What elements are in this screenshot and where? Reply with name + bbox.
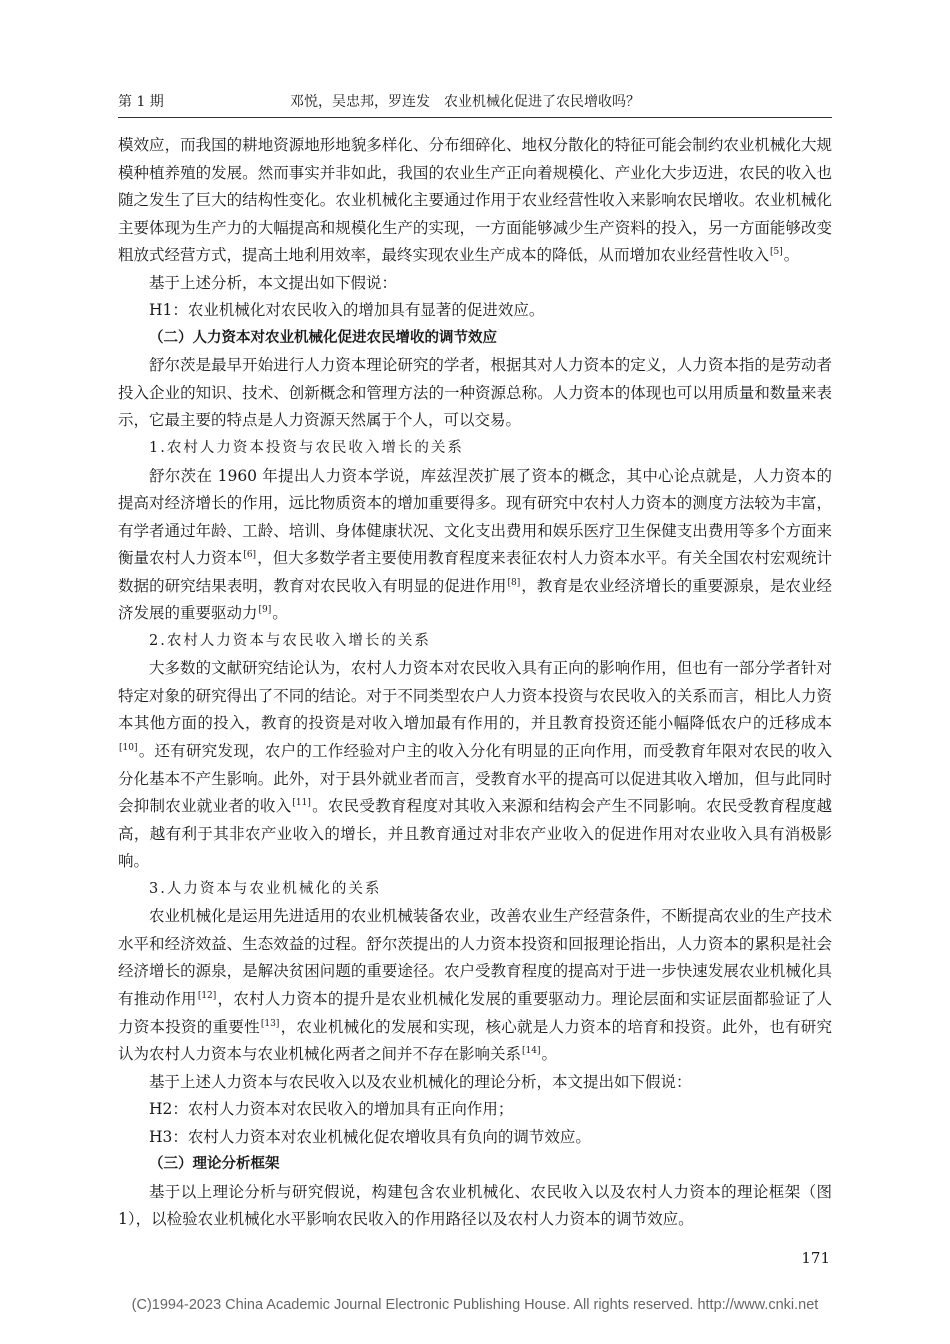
paragraph (118, 1069, 832, 1097)
paragraph (118, 132, 832, 270)
text-segment: H3：农村人力资本对农业机械化促农增收具有负向的调节效应。 (149, 1127, 591, 1146)
paragraph (118, 463, 832, 628)
section-heading (118, 1151, 832, 1179)
issue-number: 第 1 期 (118, 94, 164, 110)
paragraph (118, 1124, 832, 1152)
citation-ref: [5] (770, 247, 783, 258)
text-segment: 模效应，而我国的耕地资源地形地貌多样化、分布细碎化、地权分散化的特征可能会制约农业机械化大规模种植养殖的发展。然而事实并非如此，我国的农业生产正向着规模化、产业化大步迈进，农民的收入也随之发生了巨大的结构性变化。农业机械化主要通过作用于农业经营性收入来影响农民增收。农业机械化主要体现为生产力的大幅提高和规模化生产的实现，一方面能够减少生产资料的投入，另一方面能够改变粗放式经营方式，提高土地利用效率，最终实现农业生产成本的降低，从而增加农业经营性收入 (118, 136, 832, 265)
text-segment: 。 (541, 1045, 558, 1064)
page-number: 171 (801, 1249, 830, 1267)
citation-ref: [8] (507, 577, 521, 588)
citation-ref: [6] (243, 550, 257, 561)
paragraph (118, 297, 832, 325)
article-body (118, 132, 832, 1234)
text-segment: ，但大多数学者主要使用教育程度来表征农村人力资本水平。有关全国农村宏观统计数据的研究结果表明，教育对农民收入有明显的促进作用 (118, 549, 832, 595)
header-rule (118, 117, 832, 118)
section-heading (118, 325, 832, 353)
citation-ref: [11] (292, 798, 311, 809)
text-segment: 基于上述分析，本文提出如下假说： (149, 273, 398, 292)
text-segment: H2：农村人力资本对农民收入的增加具有正向作用； (149, 1100, 514, 1119)
text-segment: 基于上述人力资本与农民收入以及农业机械化的理论分析，本文提出如下假说： (149, 1072, 692, 1091)
paragraph (118, 1096, 832, 1124)
citation-ref: [9] (258, 605, 272, 616)
paragraph (118, 352, 832, 435)
text-segment: 。还有研究发现，农户的工作经验对户主的收入分化有明显的正向作用，而受教育年限对农民的收入分化基本不产生影响。此外，对于县外就业者而言，受教育水平的提高可以促进其收入增加，但与此同时会抑制农业就业者的收入 (118, 742, 832, 816)
text-segment: ，农业机械化的发展和实现，核心就是人力资本的培育和投资。此外，也有研究认为农村人力资本与农业机械化两者之间并不存在影响关系 (118, 1017, 832, 1064)
text-segment: 。 (272, 604, 288, 623)
copyright-footer: (C)1994-2023 China Academic Journal Electronic Publishing House. All rights reserved. http://www.cnki.net (131, 1297, 819, 1313)
paragraph (118, 903, 832, 1068)
text-segment: （二）人力资本对农业机械化促进农民增收的调节效应 (149, 329, 497, 346)
paragraph (118, 655, 832, 875)
text-segment: 1.农村人力资本投资与农民收入增长的关系 (149, 440, 464, 457)
text-segment: 舒尔茨是最早开始进行人力资本理论研究的学者，根据其对人力资本的定义，人力资本指的是劳动者投入企业的知识、技术、创新概念和管理方法的一种资源总称。人力资本的体现也可以用质量和数量来表示，它最主要的特点是人力资源天然属于个人，可以交易。 (118, 356, 832, 430)
text-segment: 基于以上理论分析与研究假说，构建包含农业机械化、农民收入以及农村人力资本的理论框架（图 1），以检验农业机械化水平影响农民收入的作用路径以及农村人力资本的调节效应。 (118, 1182, 832, 1229)
subsection-heading (118, 628, 832, 656)
citation-ref: [13] (260, 1018, 280, 1029)
text-segment: 舒尔茨在 1960 年提出人力资本学说，库兹涅茨扩展了资本的概念，其中心论点就是，人力资本的提高对经济增长的作用，远比物质资本的增加重要得多。现有研究中农村人力资本的测度方法较为丰富，有学者通过年龄、工龄、培训、身体健康状况、文化支出费用和娱乐医疗卫生保健支出费用等多个方面来衡量农村人力资本 (118, 466, 832, 568)
paragraph (118, 1179, 832, 1234)
paragraph (118, 270, 832, 298)
text-segment: 农业机械化是运用先进适用的农业机械装备农业，改善农业生产经营条件，不断提高农业的生产技术水平和经济效益、生态效益的过程。舒尔茨提出的人力资本投资和回报理论指出，人力资本的累积是社会经济增长的源泉，是解决贫困问题的重要途径。农户受教育程度的提高对于进一步快速发展农业机械化具有推动作用 (118, 907, 832, 1008)
text-segment: 2.农村人力资本与农民收入增长的关系 (149, 632, 431, 649)
text-segment: 。农民受教育程度对其收入来源和结构会产生不同影响。农民受教育程度越高，越有利于其非农产业收入的增长，并且教育通过对非农产业收入的促进作用对农业收入具有消极影响。 (118, 797, 832, 871)
text-segment: 大多数的文献研究结论认为，农村人力资本对农民收入具有正向的影响作用，但也有一部分学者针对特定对象的研究得出了不同的结论。对于不同类型农户人力资本投资与农民收入的关系而言，相比人力资本其他方面的投入，教育的投资是对收入增加最有作用的，并且教育投资还能小幅降低农户的迁移成本 (118, 659, 832, 733)
text-segment: ，教育是农业经济增长的重要源泉，是农业经济发展的重要驱动力 (118, 576, 832, 623)
text-segment: 。 (783, 246, 800, 265)
running-header (118, 92, 832, 116)
text-segment: ，农村人力资本的提升是农业机械化发展的重要驱动力。理论层面和实证层面都验证了人力资本投资的重要性 (118, 989, 832, 1036)
running-title: 邓悦，吴忠邦，罗连发 农业机械化促进了农民增收吗？ (290, 94, 640, 110)
citation-ref: [14] (522, 1046, 541, 1057)
subsection-heading (118, 876, 832, 904)
subsection-heading (118, 435, 832, 463)
citation-ref: [10] (119, 743, 138, 754)
text-segment: H1：农业机械化对农民收入的增加具有显著的促进效应。 (149, 301, 545, 320)
citation-ref: [12] (197, 990, 217, 1001)
text-segment: 3.人力资本与农业机械化的关系 (149, 880, 382, 897)
text-segment: （三）理论分析框架 (149, 1156, 280, 1173)
